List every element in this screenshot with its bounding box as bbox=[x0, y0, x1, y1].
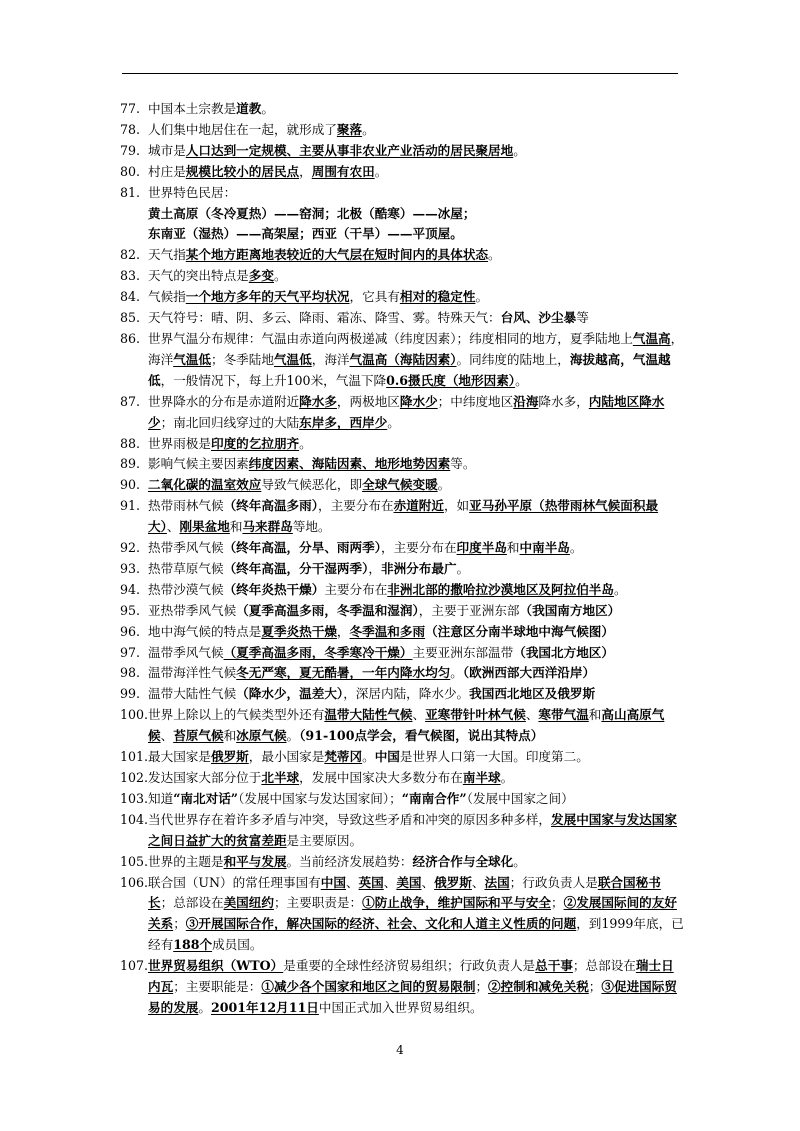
key-term-bold: （终年炎热干燥） bbox=[223, 581, 325, 597]
key-term-underlined: 冬季温和多雨 bbox=[349, 623, 426, 639]
text-run: 世界特色民居： bbox=[148, 184, 237, 200]
list-item bbox=[120, 141, 685, 162]
key-term-underlined: 内陆地区降水少 bbox=[148, 393, 665, 430]
key-term-underlined: ③开展国际合作，解决国际的经济、社会、文化和人道主义性质的问题 bbox=[185, 916, 577, 932]
key-term-underlined: （夏季高温多雨，冬季寒冷干燥） bbox=[223, 644, 413, 660]
text-run: 等。 bbox=[450, 456, 476, 472]
text-run: 最大国家是 bbox=[148, 749, 211, 765]
key-term-underlined: 一个地方多年的天气平均状况 bbox=[185, 289, 350, 305]
text-run: 、 bbox=[345, 874, 359, 890]
text-run: （发展中国家与发达国家间）； bbox=[238, 790, 402, 806]
key-term-bold: （终年高温，分旱、雨两季） bbox=[223, 540, 381, 556]
text-run: ；南北回归线穿过的大陆 bbox=[160, 414, 300, 430]
item-text bbox=[148, 329, 685, 392]
text-run: 、 bbox=[166, 519, 180, 535]
list-item bbox=[120, 663, 685, 684]
item-number: 85. bbox=[120, 310, 141, 326]
list-item bbox=[120, 956, 685, 1019]
text-run: ，两极地区 bbox=[336, 393, 400, 409]
text-run: 当代世界存在着许多矛盾与冲突，导致这些矛盾和冲突的原因多种多样， bbox=[148, 811, 551, 827]
text-run: 。 bbox=[475, 289, 489, 305]
text-run: 是主要原因。 bbox=[286, 832, 363, 848]
key-term-underlined: 聚落 bbox=[336, 121, 363, 137]
text-run: ；总部设在 bbox=[572, 958, 636, 974]
item-number: 92. bbox=[120, 540, 141, 556]
key-term-underlined: 冰原气候 bbox=[236, 728, 287, 744]
list-item bbox=[120, 183, 685, 246]
list-item bbox=[120, 768, 685, 789]
text-run: 。 bbox=[286, 728, 300, 744]
text-run: 天气符号：晴、阴、多云、降雨、霜冻、降雪、雾。特殊天气： bbox=[148, 310, 501, 326]
text-run: ， bbox=[368, 560, 381, 576]
text-run: 温带季风气候 bbox=[148, 644, 224, 660]
key-term-underlined: 寒带气温 bbox=[538, 707, 589, 723]
key-term-underlined: ①防止战争，维护国际和平与安全 bbox=[362, 895, 551, 911]
text-run: 天气指 bbox=[148, 247, 186, 263]
key-term-underlined: 美国 bbox=[396, 874, 422, 890]
text-run: 世界降水的分布是赤道附近 bbox=[148, 393, 300, 409]
key-term-bold: 非洲分布最广 bbox=[380, 560, 457, 576]
text-run: ，它具有 bbox=[349, 289, 400, 305]
key-term-underlined: 东岸多，西岸少 bbox=[299, 414, 388, 430]
item-text bbox=[148, 538, 685, 559]
key-term-underlined: 多变 bbox=[248, 268, 274, 284]
text-run: ；主要职责是： bbox=[273, 895, 363, 911]
text-run: 天气的突出特点是 bbox=[148, 268, 249, 284]
list-item bbox=[120, 559, 685, 580]
text-run: 。 bbox=[437, 477, 451, 493]
key-term-underlined: 俄罗斯 bbox=[210, 749, 249, 765]
text-run: 。 bbox=[569, 540, 583, 556]
item-text bbox=[148, 162, 685, 183]
text-run: 世界的主题是 bbox=[148, 853, 224, 869]
item-text bbox=[148, 643, 685, 664]
text-run: 、 bbox=[421, 874, 435, 890]
key-term-bold: 经济合作与全球化 bbox=[412, 853, 514, 869]
item-number: 93. bbox=[120, 560, 141, 576]
list-item bbox=[120, 475, 685, 496]
text-run: ，深居内陆，降水少。 bbox=[343, 686, 470, 702]
key-term-bold: 中国 bbox=[374, 749, 400, 765]
item-text bbox=[148, 684, 685, 705]
key-term-bold: “南南合作” bbox=[401, 790, 467, 806]
text-run: ；中纬度地区 bbox=[437, 393, 514, 409]
key-term-bold: （降水少，温差大） bbox=[236, 686, 344, 702]
list-item bbox=[120, 266, 685, 287]
item-number: 80. bbox=[120, 163, 141, 179]
text-run: 。 bbox=[374, 163, 388, 179]
text-run: 。 bbox=[500, 770, 514, 785]
text-run: 等 bbox=[576, 310, 589, 326]
item-number: 88. bbox=[120, 435, 141, 451]
item-text bbox=[148, 747, 685, 768]
text-run: ，最小国家是 bbox=[248, 749, 325, 765]
item-text bbox=[148, 183, 685, 204]
document-body bbox=[120, 99, 685, 1019]
key-term-underlined: 中南半岛 bbox=[519, 540, 570, 556]
list-item bbox=[120, 120, 685, 141]
key-term-underlined: 赤道附近 bbox=[393, 498, 444, 514]
key-term-bold: 道教 bbox=[236, 101, 262, 116]
text-run: 。 bbox=[613, 581, 627, 597]
text-run: ；冬季陆地 bbox=[210, 351, 274, 367]
text-run: ； bbox=[588, 979, 602, 995]
key-term-underlined: 温带大陆性气候 bbox=[324, 707, 413, 723]
key-term-underlined: 气温高（海陆因素） bbox=[349, 351, 457, 367]
key-term-underlined: 人口达到一定规模、主要从事非农业产业活动的居民聚居地 bbox=[185, 142, 514, 158]
text-run: 主要分布在 bbox=[324, 581, 388, 597]
list-item bbox=[120, 434, 685, 455]
list-item bbox=[120, 162, 685, 183]
text-run: 亚热带季风气候 bbox=[148, 602, 237, 618]
text-run: ，海洋 bbox=[311, 351, 350, 367]
text-run: ，一般情况下，每上升100米，气温下降 bbox=[160, 372, 387, 388]
text-run: 等地。 bbox=[292, 519, 331, 535]
key-term-underlined: 总干事 bbox=[535, 958, 573, 974]
item-text bbox=[148, 601, 685, 622]
text-run: （发展中国家之间） bbox=[466, 790, 574, 806]
key-term-underlined: 发展中国家与发达国家之间日益扩大的贫富差距 bbox=[148, 811, 677, 848]
text-run: 热带雨林气候 bbox=[148, 498, 224, 514]
text-run: ； bbox=[475, 979, 489, 995]
list-item bbox=[120, 789, 685, 810]
text-run: 世界雨极是 bbox=[148, 435, 211, 451]
key-term-underlined: 相对的稳定性 bbox=[399, 289, 476, 305]
key-term-underlined: ②控制和减免关税 bbox=[488, 979, 589, 995]
item-number: 99. bbox=[120, 686, 141, 702]
list-item bbox=[120, 538, 685, 559]
text-run: 、 bbox=[471, 874, 485, 890]
item-number: 84. bbox=[120, 289, 141, 305]
text-run: 。同纬度的陆地上， bbox=[456, 351, 570, 367]
item-text bbox=[148, 434, 685, 455]
item-subline bbox=[148, 224, 685, 245]
key-term-underlined: 沿海 bbox=[513, 393, 539, 409]
list-item bbox=[120, 705, 685, 747]
item-text bbox=[148, 308, 685, 329]
text-run: 发达国家大部分位于 bbox=[148, 770, 262, 785]
key-term-underlined: 梵蒂冈 bbox=[324, 749, 363, 765]
item-text bbox=[148, 622, 685, 643]
text-run: 和 bbox=[223, 728, 237, 744]
text-run: 。当前经济发展趋势： bbox=[286, 853, 413, 869]
key-term-underlined: 纬度因素、海陆因素、地形地势因素 bbox=[248, 456, 451, 472]
item-text bbox=[148, 663, 685, 684]
key-term-underlined: 南半球 bbox=[462, 770, 501, 785]
text-run: ；行政负责人是 bbox=[509, 874, 598, 890]
key-term-underlined: 联合国秘书长 bbox=[148, 874, 661, 911]
item-text bbox=[148, 392, 685, 434]
text-run: 和 bbox=[229, 519, 243, 535]
key-term-underlined: 188个 bbox=[173, 937, 213, 953]
key-term-underlined: 气温低 bbox=[173, 351, 211, 367]
text-run: 。 bbox=[273, 268, 287, 284]
key-term-underlined: 印度的乞拉朋齐 bbox=[210, 435, 300, 451]
item-text bbox=[148, 454, 685, 475]
key-term-underlined: 冬无严寒，夏无酷暑，一年内降水均匀 bbox=[236, 665, 451, 681]
text-run: 热带季风气候 bbox=[148, 540, 224, 556]
item-number: 104. bbox=[120, 811, 149, 827]
text-run: ，发展中国家决大多数分布在 bbox=[299, 770, 463, 785]
text-run: 。 bbox=[198, 999, 211, 1015]
text-run: 世界气温分布规律：气温由赤道向两极递减（纬度因素）；纬度相同的地方，夏季陆地上 bbox=[148, 330, 633, 346]
item-number: 79. bbox=[120, 142, 141, 158]
key-term-bold: （我国南方地区） bbox=[519, 602, 621, 618]
key-term-underlined: 英国 bbox=[358, 874, 384, 890]
text-run: 是世界人口第一大国。印度第二。 bbox=[399, 749, 589, 765]
text-run: ； bbox=[173, 916, 186, 932]
item-number: 105. bbox=[120, 853, 149, 869]
text-run: 、 bbox=[525, 707, 539, 723]
key-term-underlined: 法国 bbox=[484, 874, 510, 890]
text-run: ，到1999年底，已经有 bbox=[148, 916, 684, 953]
text-run: 。 bbox=[387, 414, 400, 430]
list-item bbox=[120, 496, 685, 538]
item-number: 82. bbox=[120, 247, 141, 263]
key-term-underlined: 和平与发展 bbox=[223, 853, 287, 869]
key-term-bold: 东南亚（湿热）——高架屋；西亚（干旱）——平顶屋。 bbox=[148, 226, 463, 242]
item-number: 94. bbox=[120, 581, 141, 597]
item-number: 103. bbox=[120, 790, 149, 806]
key-term-underlined: 全球气候变暖 bbox=[362, 477, 438, 493]
item-number: 100. bbox=[120, 707, 149, 723]
text-run: 村庄是 bbox=[148, 163, 186, 179]
item-number: 97. bbox=[120, 644, 141, 660]
item-subline bbox=[148, 204, 685, 225]
list-item bbox=[120, 392, 685, 434]
item-text bbox=[148, 852, 685, 873]
text-run: 世界上除以上的气候类型外还有 bbox=[148, 707, 325, 723]
item-text bbox=[148, 496, 685, 538]
text-run: 、 bbox=[412, 707, 426, 723]
text-run: 影响气候主要因素 bbox=[148, 456, 249, 472]
item-number: 83. bbox=[120, 268, 141, 284]
key-term-underlined: 北半球 bbox=[261, 770, 300, 785]
item-text bbox=[148, 789, 685, 810]
key-term-bold: 海拔越高，气温越低 bbox=[148, 351, 671, 388]
key-term-bold: （我国北方地区） bbox=[513, 644, 614, 660]
text-run: 联合国（UN）的常任理事国有 bbox=[148, 874, 321, 890]
text-run: 。 bbox=[299, 435, 312, 451]
text-run: 温带海洋性气候 bbox=[148, 665, 237, 681]
item-number: 90. bbox=[120, 477, 141, 493]
header-rule bbox=[122, 73, 678, 74]
key-term-underlined: ②发展国际间的友好关系 bbox=[148, 895, 677, 932]
text-run: ，主要分布在 bbox=[380, 540, 457, 556]
text-run: ，如 bbox=[443, 498, 470, 514]
item-number: 95. bbox=[120, 602, 141, 618]
item-text bbox=[148, 141, 685, 162]
key-term-bold: 台风、沙尘暴 bbox=[500, 310, 577, 326]
key-term-bold: 黄土高原（冬冷夏热）——窑洞；北极（酷寒）——冰屋； bbox=[148, 205, 476, 221]
key-term-underlined: 高山高原气候 bbox=[148, 707, 665, 744]
text-run: 。 bbox=[513, 853, 526, 869]
key-term-bold: “南北对话” bbox=[173, 790, 239, 806]
item-number: 91. bbox=[120, 498, 141, 514]
key-term-underlined: 降水少 bbox=[399, 393, 438, 409]
item-number: 102. bbox=[120, 770, 149, 785]
item-text bbox=[148, 873, 685, 957]
text-run: 温带大陆性气候 bbox=[148, 686, 237, 702]
key-term-underlined: 气温低 bbox=[273, 351, 312, 367]
text-run: 降水多， bbox=[538, 393, 589, 409]
text-run: 中国本土宗教是 bbox=[148, 101, 237, 116]
text-run: 是重要的全球性经济贸易组织；行政负责人是 bbox=[283, 958, 536, 974]
text-run: ，主要于亚洲东部 bbox=[418, 602, 520, 618]
key-term-underlined: ③促进国际贸易的发展 bbox=[148, 979, 677, 1015]
text-run: 。 bbox=[362, 121, 375, 137]
list-item bbox=[120, 329, 685, 392]
key-term-underlined: 降水多 bbox=[299, 393, 337, 409]
key-term-underlined: 周围有农田 bbox=[311, 163, 375, 179]
item-text bbox=[148, 705, 685, 747]
text-run: 。 bbox=[261, 101, 274, 116]
key-term-underlined: 二氧化碳的温室效应 bbox=[148, 477, 262, 493]
text-run: ， bbox=[336, 623, 350, 639]
item-number: 89. bbox=[120, 456, 141, 472]
list-item bbox=[120, 580, 685, 601]
text-run: ；总部设在 bbox=[160, 895, 224, 911]
list-item bbox=[120, 643, 685, 664]
item-text bbox=[148, 768, 685, 789]
key-term-bold: （夏季高温多雨，冬季温和湿润） bbox=[236, 602, 419, 618]
list-item bbox=[120, 308, 685, 329]
key-term-underlined: 苔原气候 bbox=[173, 728, 224, 744]
text-run: 热带草原气候 bbox=[148, 560, 224, 576]
item-number: 81. bbox=[120, 184, 141, 200]
text-run: 地中海气候的特点是 bbox=[148, 623, 262, 639]
text-run: 。 bbox=[456, 560, 470, 576]
text-run: 。 bbox=[515, 372, 528, 388]
key-term-bold: （欧洲西部大西洋沿岸） bbox=[462, 665, 596, 681]
list-item bbox=[120, 99, 685, 120]
text-run: 、 bbox=[383, 874, 397, 890]
key-term-underlined: 印度半岛 bbox=[456, 540, 507, 556]
page-number: 4 bbox=[396, 1043, 404, 1057]
key-term-underlined: 亚寒带针叶林气候 bbox=[425, 707, 526, 723]
text-run: 和 bbox=[588, 707, 602, 723]
item-text bbox=[148, 810, 685, 852]
key-term-underlined: 俄罗斯 bbox=[434, 874, 472, 890]
text-run: 、 bbox=[160, 728, 174, 744]
item-number: 98. bbox=[120, 665, 141, 681]
list-item bbox=[120, 747, 685, 768]
text-run: 。 bbox=[362, 749, 375, 765]
item-text bbox=[148, 99, 685, 120]
key-term-bold: （91-100点学会，看气候图，说出其特点） bbox=[299, 728, 544, 744]
list-item bbox=[120, 287, 685, 308]
text-run: 。 bbox=[513, 142, 526, 158]
list-item bbox=[120, 873, 685, 957]
item-number: 106. bbox=[120, 874, 149, 890]
item-number: 77. bbox=[120, 101, 141, 116]
key-term-underlined: 非洲北部的撒哈拉沙漠地区及阿拉伯半岛 bbox=[387, 581, 614, 597]
key-term-underlined: 美国纽约 bbox=[223, 895, 274, 911]
list-item bbox=[120, 852, 685, 873]
text-run: 成员国。 bbox=[212, 937, 263, 953]
text-run: 主要亚洲东部温带 bbox=[412, 644, 514, 660]
item-number: 87. bbox=[120, 393, 141, 409]
text-run: 气候指 bbox=[148, 289, 186, 305]
key-term-underlined: 瑞士日内瓦 bbox=[148, 958, 674, 995]
key-term-underlined: 夏季炎热干燥 bbox=[261, 623, 337, 639]
key-term-underlined: 世界贸易组织（WTO） bbox=[148, 958, 284, 974]
key-term-bold: （终年高温多雨） bbox=[223, 498, 319, 514]
item-number: 96. bbox=[120, 623, 141, 639]
text-run: ； bbox=[551, 895, 564, 911]
item-text bbox=[148, 120, 685, 141]
item-number: 78. bbox=[120, 121, 141, 137]
text-run: ， bbox=[299, 163, 312, 179]
item-number: 86. bbox=[120, 330, 141, 346]
key-term-underlined: 0.6摄氏度（地形因素） bbox=[386, 372, 516, 388]
key-term-underlined: 刚果盆地 bbox=[179, 519, 230, 535]
key-term-underlined: 中国 bbox=[320, 874, 346, 890]
item-text bbox=[148, 287, 685, 308]
key-term-underlined: 亚马孙平原（热带雨林气候面积最大） bbox=[148, 498, 659, 535]
key-term-underlined: 气温高 bbox=[632, 330, 671, 346]
list-item bbox=[120, 601, 685, 622]
key-term-underlined: 某个地方距离地表较近的大气层在短时间内的具体状态 bbox=[185, 247, 489, 263]
item-text bbox=[148, 956, 685, 1019]
item-text bbox=[148, 559, 685, 580]
text-run: 热带沙漠气候 bbox=[148, 581, 224, 597]
text-run: 人们集中地居住在一起，就形成了 bbox=[148, 121, 337, 137]
key-term-underlined: 马来群岛 bbox=[242, 519, 293, 535]
text-run: 导致气候恶化，即 bbox=[261, 477, 363, 493]
list-item bbox=[120, 245, 685, 266]
key-term-underlined: ①减少各个国家和地区之间的贸易限制 bbox=[261, 979, 476, 995]
text-run: ，海洋 bbox=[148, 330, 684, 367]
item-text bbox=[148, 245, 685, 266]
key-term-bold: （注意区分南半球地中海气候图） bbox=[425, 623, 614, 639]
key-term-bold: （终年高温，分干湿两季） bbox=[223, 560, 369, 576]
list-item bbox=[120, 684, 685, 705]
item-text bbox=[148, 580, 685, 601]
item-number: 101. bbox=[120, 749, 149, 765]
text-run: 。 bbox=[450, 665, 463, 681]
text-run: ，主要分布在 bbox=[318, 498, 394, 514]
text-run: 和 bbox=[506, 540, 520, 556]
key-term-underlined: 规模比较小的居民点 bbox=[185, 163, 300, 179]
text-run: ；主要职能是： bbox=[173, 979, 262, 995]
list-item bbox=[120, 622, 685, 643]
item-text bbox=[148, 266, 685, 287]
item-number: 107. bbox=[120, 958, 149, 974]
text-run: 。 bbox=[488, 247, 501, 263]
text-run: 知道 bbox=[148, 790, 174, 806]
list-item bbox=[120, 454, 685, 475]
item-text bbox=[148, 475, 685, 496]
key-term-bold: 我国西北地区及俄罗斯 bbox=[469, 686, 596, 702]
list-item bbox=[120, 810, 685, 852]
text-run: 城市是 bbox=[148, 142, 186, 158]
key-term-underlined: 2001年12月11日 bbox=[210, 999, 319, 1015]
text-run: 中国正式加入世界贸易组织。 bbox=[318, 999, 483, 1015]
